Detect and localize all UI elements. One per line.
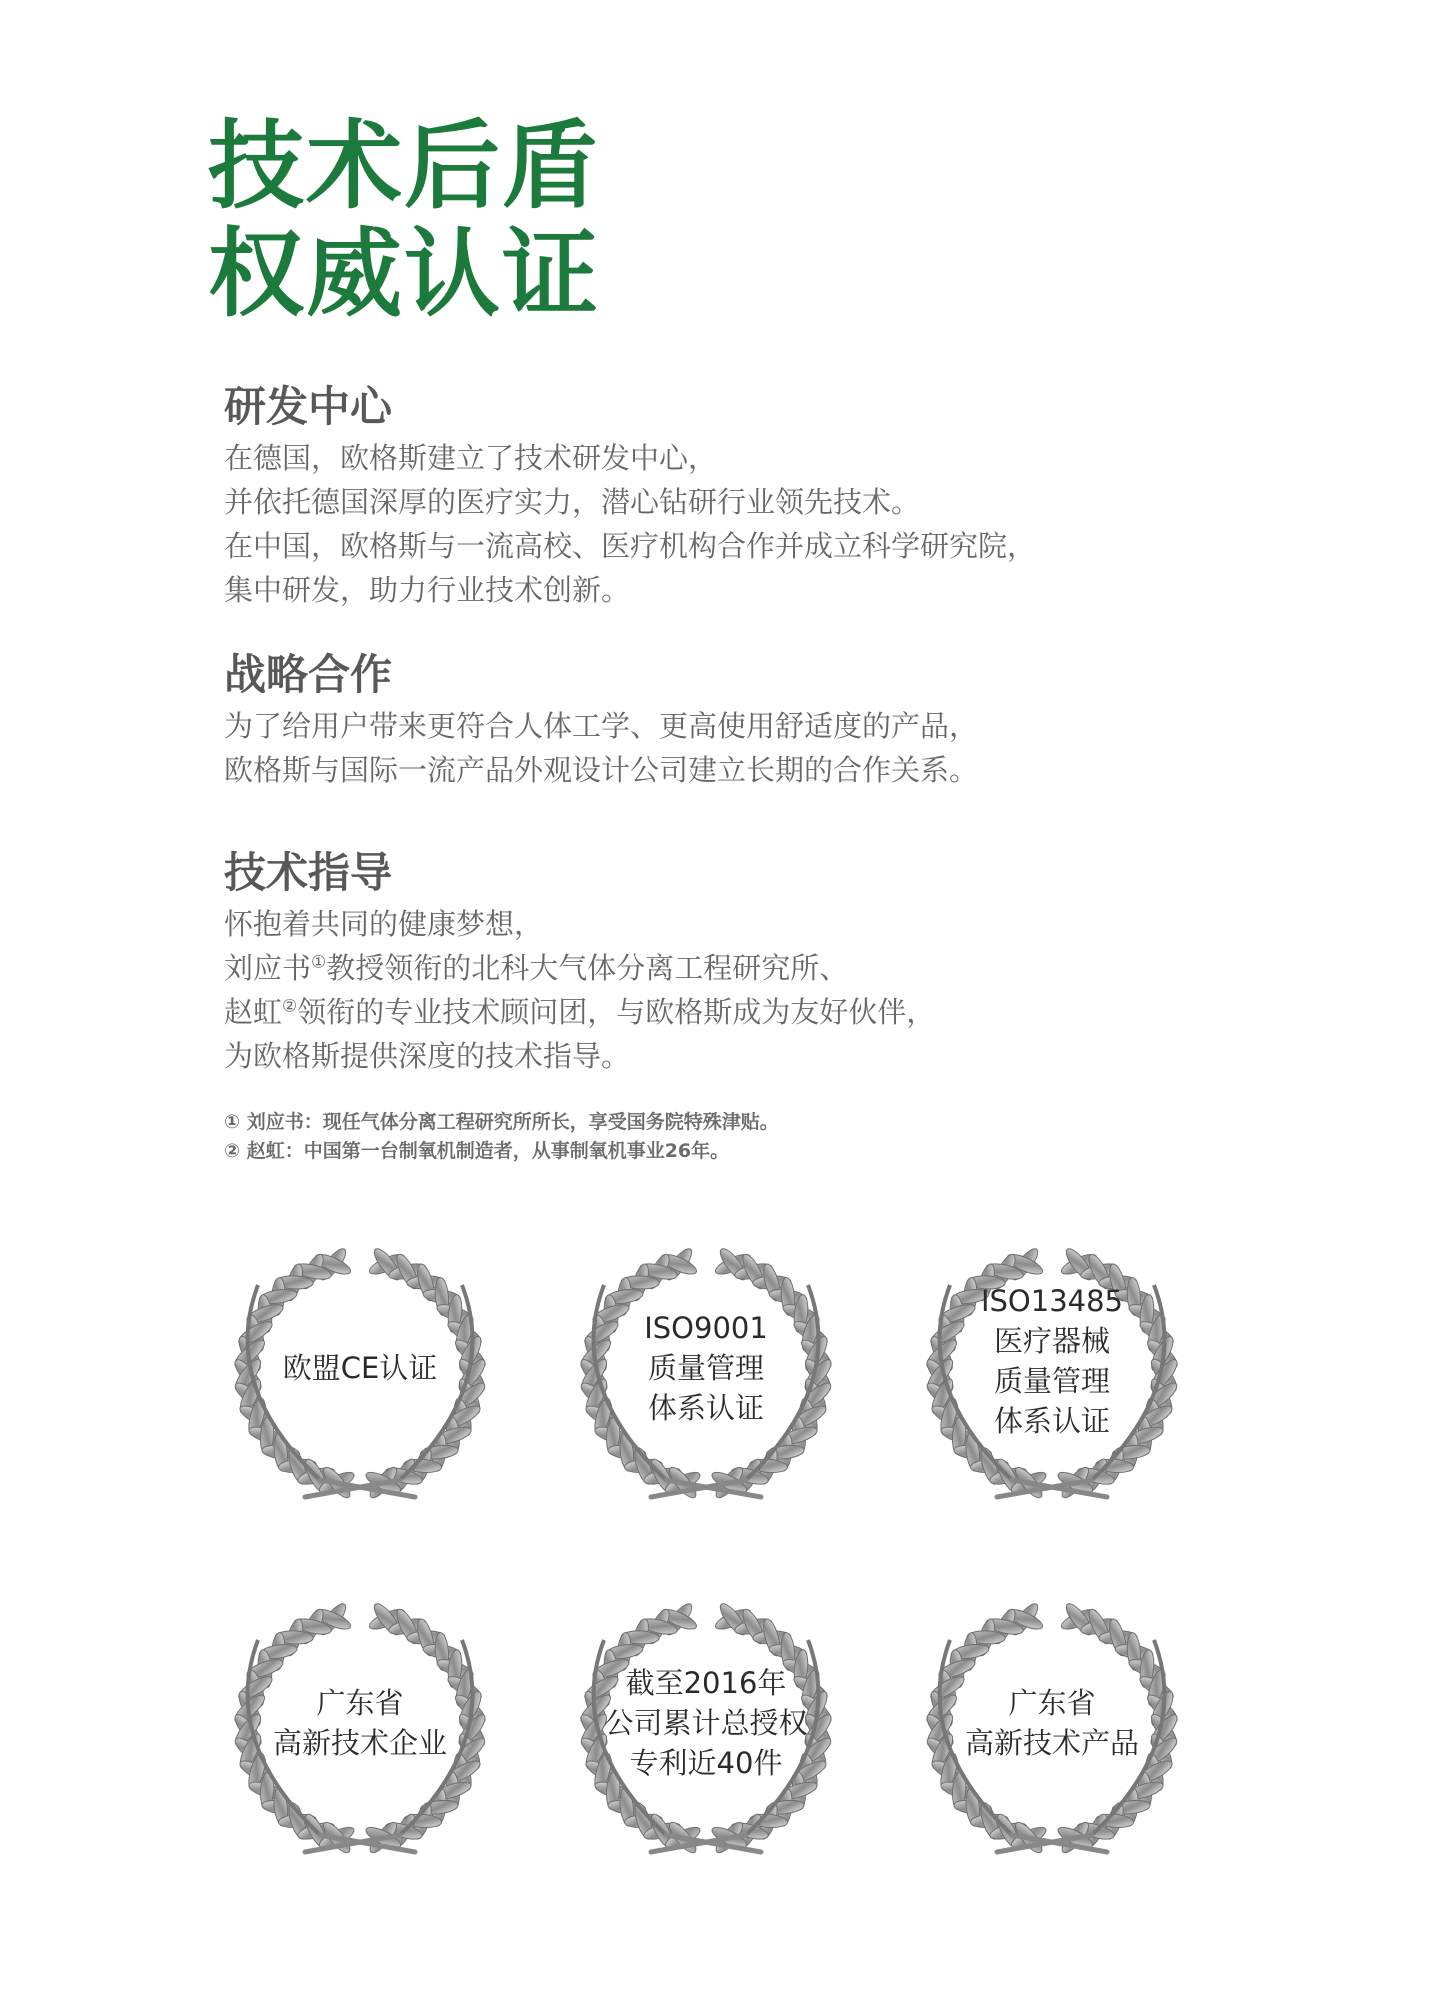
section-rnd-center [224,382,1224,612]
award-label-line: 专利近40件 [629,1745,783,1780]
award-label-line: 体系认证 [647,1390,764,1425]
section-line: 集中研发，助力行业技术创新。 [224,573,631,607]
award-label-line: 欧盟CE认证 [282,1350,438,1385]
page-title [208,112,600,328]
award-label-line: ISO13485 [980,1284,1124,1318]
award-label-line: 质量管理 [647,1350,764,1385]
line-text: 教授领衔的北科大气体分离工程研究所、 [326,951,849,985]
footnote-1: ① 刘应书：现任气体分离工程研究所所长，享受国务院特殊津贴。 [224,1111,779,1133]
award-label [596,1275,816,1460]
award-label-line: 截至2016年 [625,1665,787,1700]
award-label-line: ISO9001 [644,1310,768,1345]
award-gd-hightech-product [902,1600,1202,1860]
award-label [596,1630,816,1815]
award-label [942,1267,1162,1455]
award-label [250,1630,470,1815]
footnote-marker: ① [311,952,327,973]
award-label-line: 医疗器械 [993,1324,1110,1358]
award-gd-hightech-enterprise [210,1600,510,1860]
footnotes [224,1108,779,1166]
award-ce [210,1245,510,1505]
section-technical-guidance [224,848,1224,1078]
section-line: 怀抱着共同的健康梦想， [224,907,544,941]
title-line-2: 权威认证 [208,218,600,330]
section-line: 在中国，欧格斯与一流高校、医疗机构合作并成立科学研究院， [224,529,1037,563]
footnote-2: ② 赵虹：中国第一台制氧机制造者，从事制氧机事业26年。 [224,1140,730,1162]
award-label-line: 体系认证 [993,1404,1110,1438]
section-line: 为了给用户带来更符合人体工学、更高使用舒适度的产品， [224,709,979,743]
title-line-1: 技术后盾 [208,110,600,222]
award-label-line: 广东省 [316,1685,404,1720]
section-heading: 研发中心 [224,382,393,431]
award-label-line: 公司累计总授权 [604,1705,808,1740]
award-label [250,1275,470,1460]
award-label-line: 质量管理 [993,1364,1110,1398]
section-line: 并依托德国深厚的医疗实力，潜心钻研行业领先技术。 [224,485,921,519]
award-iso9001 [556,1245,856,1505]
line-text: 领衔的专业技术顾问团，与欧格斯成为友好伙伴， [297,995,936,1029]
award-iso13485 [902,1245,1202,1505]
section-heading: 战略合作 [224,650,393,699]
section-line: 在德国，欧格斯建立了技术研发中心， [224,441,718,475]
award-label-line: 高新技术企业 [272,1725,447,1760]
section-heading: 技术指导 [224,848,393,897]
section-line [224,946,1224,990]
section-line: 为欧格斯提供深度的技术指导。 [224,1039,631,1073]
award-label [942,1630,1162,1815]
footnote-marker: ② [282,996,298,1017]
section-strategic-cooperation [224,650,1224,792]
section-line: 欧格斯与国际一流产品外观设计公司建立长期的合作关系。 [224,753,979,787]
person-name: 赵虹 [224,995,283,1029]
section-line [224,990,1224,1034]
award-label-line: 广东省 [1008,1685,1096,1720]
award-label-line: 高新技术产品 [964,1725,1139,1760]
person-name: 刘应书 [224,951,312,985]
award-patents [556,1600,856,1860]
